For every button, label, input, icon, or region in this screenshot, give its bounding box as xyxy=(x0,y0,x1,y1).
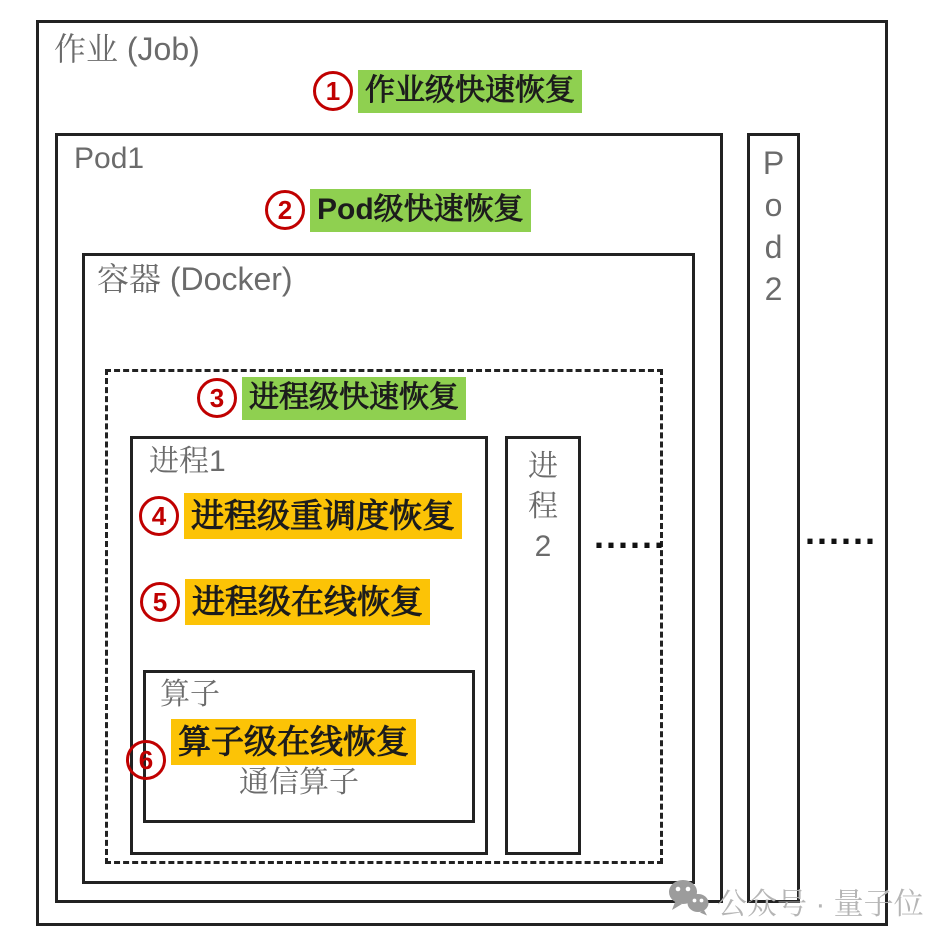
wechat-icon xyxy=(667,878,711,924)
process1-label: 进程1 xyxy=(149,445,226,478)
circled-number-1-icon: 1 xyxy=(313,71,353,111)
circled-number-6-icon: 6 xyxy=(126,740,166,780)
recovery-text-1: 作业级快速恢复 xyxy=(358,70,582,113)
operator-label: 算子 xyxy=(160,678,220,711)
recovery-label-3 xyxy=(197,377,466,420)
watermark-text: 公众号 · 量子位 xyxy=(717,888,924,921)
recovery-text-3: 进程级快速恢复 xyxy=(242,377,466,420)
circled-number-2-icon: 2 xyxy=(265,190,305,230)
recovery-label-1 xyxy=(313,70,582,113)
circled-number-3-icon: 3 xyxy=(197,378,237,418)
recovery-label-4 xyxy=(139,493,462,539)
recovery-text-5: 进程级在线恢复 xyxy=(185,579,430,625)
comm-operator-label: 通信算子 xyxy=(239,766,359,799)
pod1-label: Pod1 xyxy=(74,142,145,175)
recovery-label-2 xyxy=(265,189,531,232)
process2-vertical-label: 进 程 2 xyxy=(528,450,558,563)
ellipsis-process2: ...... xyxy=(594,515,667,556)
recovery-label-6 xyxy=(126,719,416,780)
pod2-vertical-label: P o d 2 xyxy=(762,145,785,307)
circled-number-5-icon: 5 xyxy=(140,582,180,622)
recovery-text-4: 进程级重调度恢复 xyxy=(184,493,462,539)
job-label: 作业 (Job) xyxy=(54,31,200,67)
container-label: 容器 (Docker) xyxy=(97,261,293,297)
ellipsis-pod2: ...... xyxy=(805,511,878,552)
recovery-text-2: Pod级快速恢复 xyxy=(310,189,531,232)
recovery-label-5 xyxy=(140,579,430,625)
circled-number-4-icon: 4 xyxy=(139,496,179,536)
recovery-text-6: 算子级在线恢复 xyxy=(171,719,416,765)
watermark xyxy=(667,878,924,924)
